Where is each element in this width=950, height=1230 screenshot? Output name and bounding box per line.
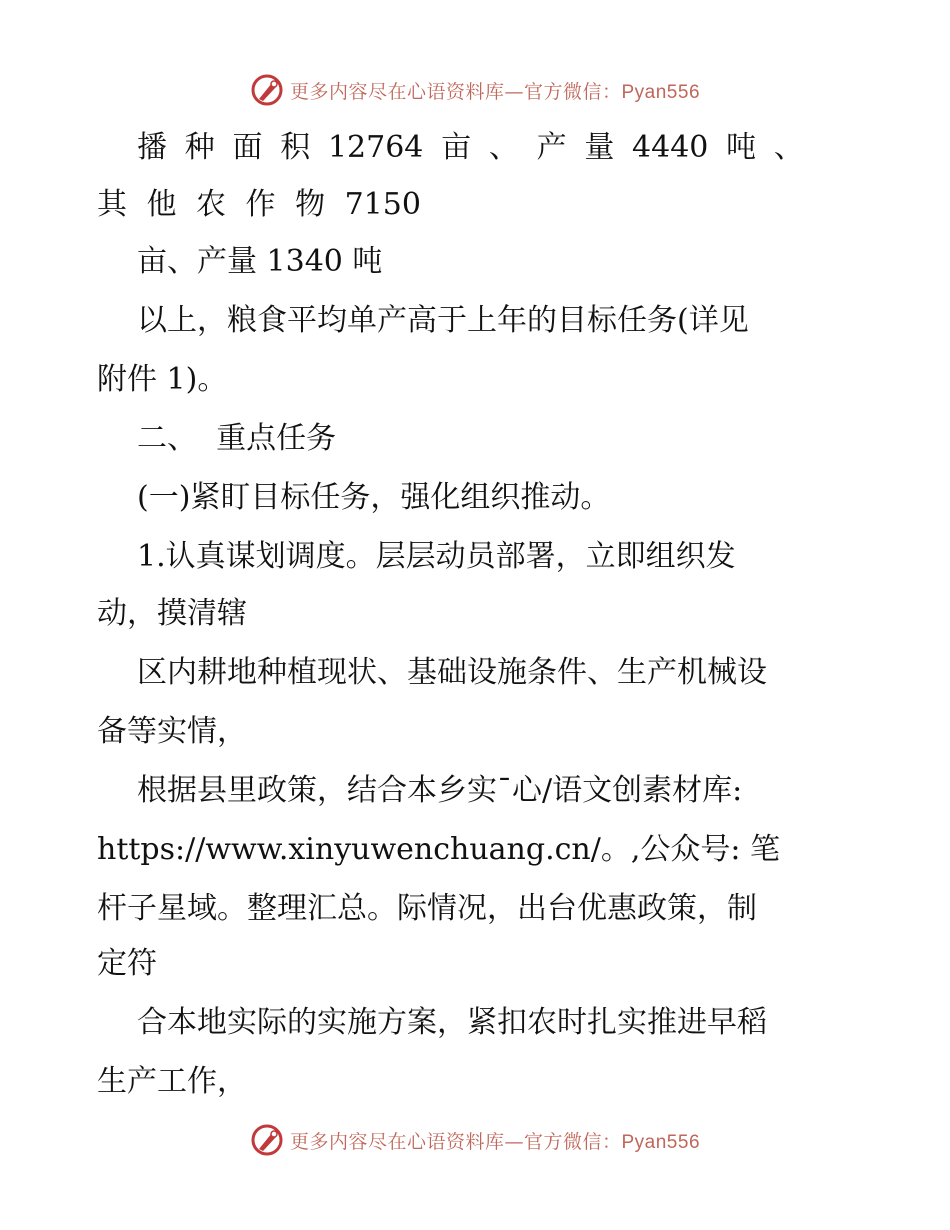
logo-icon (250, 73, 284, 107)
watermark-text: 更多内容尽在心语资料库—官方微信：Pyan556 (289, 1130, 701, 1153)
watermark-banner-bottom (0, 1120, 950, 1160)
body-line-8: 1.认真谋划调度。层层动员部署，立即组织发 (137, 539, 736, 574)
subsection-heading: (一)紧盯目标任务，强化组织推动。 (137, 480, 611, 515)
body-line-13: https://www.xinyuwenchuang.cn/。,公众号: 笔 (97, 832, 781, 867)
watermark-text: 更多内容尽在心语资料库—官方微信：Pyan556 (289, 80, 701, 103)
body-line-12: 根据县里政策，结合本乡实¯心/语文创素材库: (137, 773, 743, 808)
body-line-5: 附件 1)。 (97, 362, 228, 397)
body-line-3: 亩、产量 1340 吨 (137, 244, 383, 279)
body-line-9: 动，摸清辖 (97, 596, 247, 631)
watermark-banner-top (0, 70, 950, 110)
body-line-14: 杆子星域。整理汇总。际情况，出台优惠政策，制 (97, 891, 757, 926)
body-line-4: 以上，粮食平均单产高于上年的目标任务(详见 (137, 303, 749, 338)
body-line-16: 合本地实际的实施方案，紧扣农时扎实推进早稻 (137, 1005, 767, 1040)
body-line-10: 区内耕地种植现状、基础设施条件、生产机械设 (137, 655, 767, 690)
body-line-15: 定符 (97, 946, 157, 981)
logo-icon (250, 1123, 284, 1157)
body-line-11: 备等实情， (97, 714, 247, 749)
body-line-2: 其 他 农 作 物 7150 (97, 187, 421, 222)
body-line-1: 播 种 面 积 12764 亩 、 产 量 4440 吨 、 (137, 130, 804, 165)
body-line-17: 生产工作， (97, 1064, 247, 1099)
section-heading: 二、 重点任务 (137, 421, 337, 456)
